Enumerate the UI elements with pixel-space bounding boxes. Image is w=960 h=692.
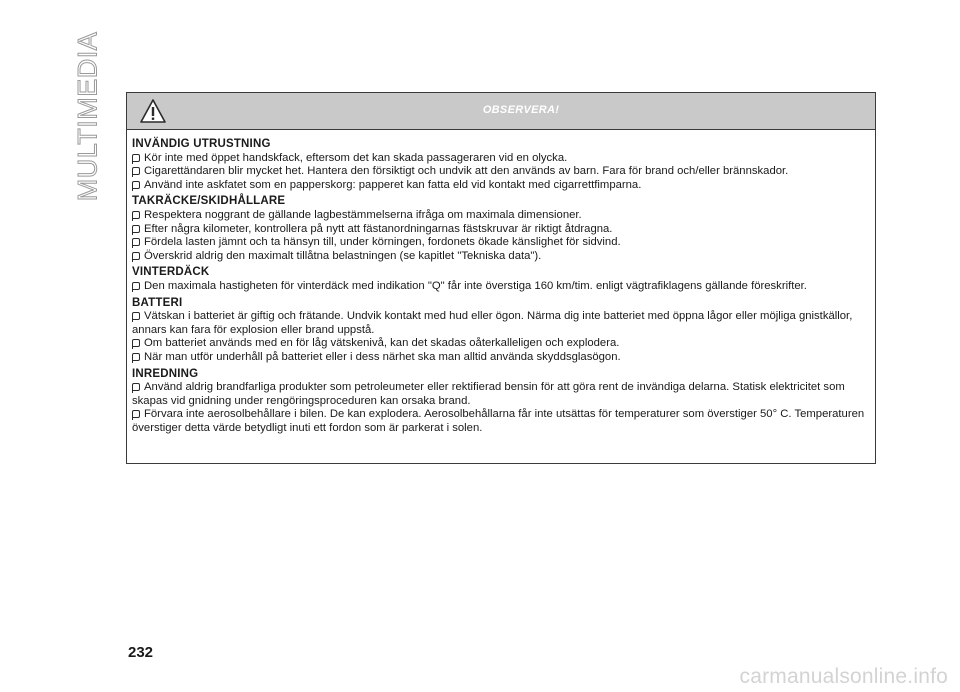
warning-item-text: När man utför underhåll på batteriet eller i dess närhet ska man alltid använda skyddsglasögon. (144, 350, 621, 363)
bullet-icon (132, 211, 140, 219)
warning-item (132, 280, 869, 294)
section-heading: INREDNING (132, 367, 199, 380)
warning-box-content (127, 130, 875, 435)
warning-item-text: Överskrid aldrig den maximalt tillåtna belastningen (se kapitlet "Tekniska data"). (144, 249, 542, 262)
warning-item (132, 337, 869, 351)
bullet-icon (132, 353, 140, 361)
bullet-icon (132, 238, 140, 246)
warning-item (132, 236, 869, 250)
warning-item (132, 310, 869, 337)
bullet-icon (132, 154, 140, 162)
section-heading: INVÄNDIG UTRUSTNING (132, 138, 271, 150)
warning-item-text: Vätskan i batteriet är giftig och frätande. Undvik kontakt med hud eller ögon. Närma dig inte batteriet med öppna lågor eller möjliga gnistkällor, annars kan fara för explosion eller brand uppstå. (132, 310, 853, 336)
warning-item (132, 250, 869, 264)
bullet-icon (132, 252, 140, 260)
warning-item-text: Kör inte med öppet handskfack, eftersom det kan skada passageraren vid en olycka. (144, 151, 568, 164)
warning-item (132, 408, 869, 435)
warning-item (132, 152, 869, 166)
watermark: carmanualsonline.info (739, 665, 948, 688)
bullet-icon (132, 167, 140, 175)
warning-box (126, 92, 876, 464)
warning-item-text: Fördela lasten jämnt och ta hänsyn till, under körningen, fordonets ökade känslighet för sidvind. (144, 236, 621, 249)
section-heading: BATTERI (132, 296, 183, 309)
warning-item (132, 209, 869, 223)
warning-item-text: Efter några kilometer, kontrollera på nytt att fästanordningarnas fästskruvar är riktigt åtdragna. (144, 222, 613, 235)
warning-item-text: Cigarettändaren blir mycket het. Hantera den försiktigt och undvik att den används av barn. Fara för brand och/eller brännskador. (144, 165, 789, 178)
bullet-icon (132, 225, 140, 233)
warning-item-text: Använd inte askfatet som en papperskorg: papperet kan fatta eld vid kontakt med cigarrettfimparna. (144, 178, 642, 191)
page-number: 232 (128, 644, 154, 661)
section-heading: TAKRÄCKE/SKIDHÅLLARE (132, 195, 286, 208)
chapter-title-text: MULTIMEDIA (72, 31, 103, 201)
warning-item (132, 351, 869, 365)
warning-item-text: Den maximala hastigheten för vinterdäck med indikation "Q" får inte överstiga 160 km/tim. enligt vägtrafiklagens gällande föreskrifter. (144, 279, 807, 292)
warning-box-header (127, 93, 875, 130)
bullet-icon (132, 312, 140, 320)
section-heading: VINTERDÄCK (132, 266, 210, 279)
warning-item (132, 223, 869, 237)
warning-item-text: Använd aldrig brandfarliga produkter som petroleumeter eller rektifierad bensin för att göra rent de invändiga delarna. Statisk elektricitet som skapas vid gnidning under rengöringsproceduren kan orsaka brand. (132, 381, 845, 407)
warning-item-text: Förvara inte aerosolbehållare i bilen. De kan explodera. Aerosolbehållarna får inte utsättas för temperaturer som överstiger 50° C. Temperaturen överstiger detta värde betydligt inuti ett fordon som är parkerat i solen. (132, 408, 865, 434)
warning-item (132, 165, 869, 179)
bullet-icon (132, 181, 140, 189)
warning-item (132, 179, 869, 193)
bullet-icon (132, 410, 140, 418)
warning-item (132, 381, 869, 408)
chapter-side-title (68, 31, 108, 201)
warning-item-text: Respektera noggrant de gällande lagbestämmelserna ifråga om maximala dimensioner. (144, 208, 582, 221)
warning-box-title: OBSERVERA! (482, 104, 560, 116)
bullet-icon (132, 282, 140, 290)
warning-item-text: Om batteriet används med en för låg vätskenivå, kan det skadas oåterkalleligen och explodera. (144, 337, 620, 350)
bullet-icon (132, 383, 140, 391)
bullet-icon (132, 339, 140, 347)
